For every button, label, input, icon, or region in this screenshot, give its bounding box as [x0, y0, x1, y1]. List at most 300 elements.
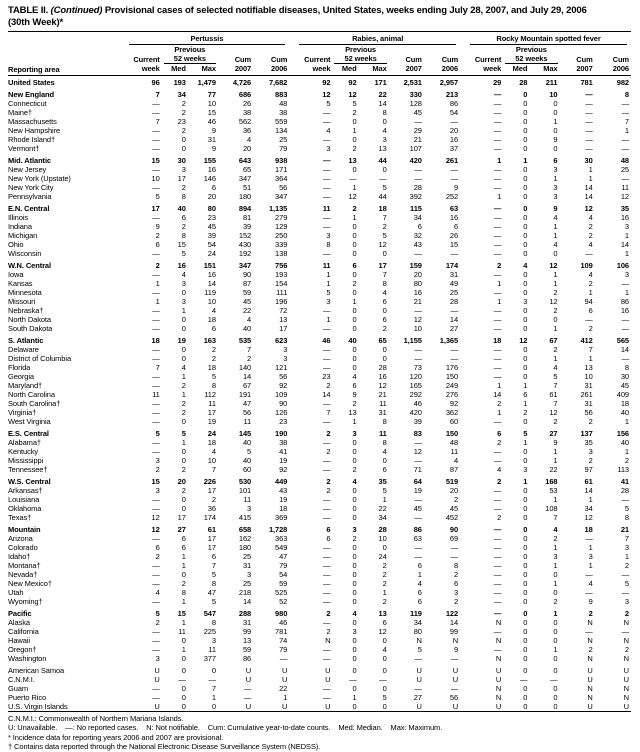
value-cell: 4: [382, 126, 387, 135]
value-cell: 0: [352, 513, 357, 522]
value-cell: 134: [275, 126, 288, 135]
value-cell: U: [281, 675, 288, 684]
value-cell: 5: [247, 447, 252, 456]
value-cell: 168: [545, 477, 558, 486]
reporting-area-cell: E.N. Central: [8, 204, 50, 213]
value-cell: 2: [553, 417, 558, 426]
table-row: [8, 570, 631, 579]
value-cell: 180: [238, 192, 252, 201]
value-cell: 2: [326, 381, 331, 390]
value-cell: 45: [413, 108, 422, 117]
value-cell: 12: [549, 297, 558, 306]
value-cell: 0: [352, 570, 357, 579]
value-cell: 23: [177, 117, 186, 126]
table-row: [8, 456, 631, 465]
value-cell: 0: [352, 354, 357, 363]
value-cell: 45: [449, 504, 459, 513]
value-cell: 156: [616, 429, 629, 438]
table-body: [8, 76, 631, 712]
value-cell: 40: [242, 456, 252, 465]
value-cell: 43: [413, 240, 422, 249]
spacer-cell: [460, 45, 503, 54]
value-cell: —: [493, 144, 502, 153]
value-cell: 0: [523, 561, 528, 570]
value-cell: 155: [203, 156, 216, 165]
value-cell: 0: [352, 135, 357, 144]
value-cell: —: [323, 456, 331, 465]
value-cell: 14: [449, 315, 459, 324]
table-row: [8, 76, 631, 88]
value-cell: 213: [445, 90, 459, 99]
table-row: [8, 408, 631, 417]
reporting-area-cell: Florida: [8, 363, 31, 372]
value-cell: 1: [417, 570, 422, 579]
value-cell: —: [493, 447, 502, 456]
value-cell: 14: [493, 390, 502, 399]
table-row: [8, 477, 631, 486]
value-cell: 92: [449, 399, 459, 408]
value-cell: —: [323, 192, 331, 201]
reporting-area-cell: Hawaii: [8, 636, 30, 645]
value-cell: —: [621, 588, 629, 597]
value-cell: 48: [449, 438, 459, 447]
value-cell: —: [152, 447, 160, 456]
value-cell: 14: [584, 183, 593, 192]
value-cell: —: [208, 675, 216, 684]
value-cell: 151: [203, 261, 216, 270]
value-cell: N: [495, 684, 502, 693]
reporting-area-cell: Nebraska†: [8, 306, 44, 315]
year-2007-header: 2007: [560, 64, 595, 76]
value-cell: N: [495, 618, 502, 627]
value-cell: —: [621, 627, 629, 636]
value-cell: 5: [155, 192, 160, 201]
value-cell: 7: [588, 345, 593, 354]
value-cell: 13: [584, 363, 593, 372]
value-cell: 48: [620, 156, 629, 165]
value-cell: U: [416, 666, 422, 675]
value-cell: 4: [453, 456, 459, 465]
value-cell: —: [493, 306, 502, 315]
table-row: [8, 165, 631, 174]
value-cell: —: [152, 408, 160, 417]
value-cell: —: [152, 183, 160, 192]
value-cell: 1: [283, 693, 288, 702]
value-cell: U: [452, 675, 459, 684]
reporting-area-cell: Virginia†: [8, 408, 37, 417]
value-cell: 2: [553, 288, 558, 297]
value-cell: 0: [523, 279, 528, 288]
value-cell: —: [493, 579, 502, 588]
value-cell: 6: [417, 222, 422, 231]
value-cell: 292: [409, 390, 422, 399]
value-cell: 44: [378, 156, 387, 165]
value-cell: 92: [279, 381, 288, 390]
value-cell: 16: [177, 261, 186, 270]
value-cell: 3: [247, 570, 252, 579]
value-cell: 13: [378, 609, 387, 618]
reporting-area-cell: Colorado: [8, 543, 38, 552]
value-cell: 22: [242, 306, 252, 315]
reporting-area-cell: Mid. Atlantic: [8, 156, 52, 165]
value-cell: 0: [181, 315, 186, 324]
value-cell: 4: [155, 588, 160, 597]
value-cell: 347: [275, 192, 288, 201]
value-cell: 2: [553, 345, 558, 354]
value-cell: 1: [211, 693, 216, 702]
value-cell: 0: [181, 417, 186, 426]
value-cell: 54: [449, 108, 459, 117]
table-row: [8, 297, 631, 306]
value-cell: 10: [413, 324, 422, 333]
value-cell: 64: [413, 477, 422, 486]
value-cell: 1: [326, 315, 331, 324]
value-cell: 0: [382, 354, 387, 363]
value-cell: 0: [181, 636, 186, 645]
value-cell: 1: [553, 561, 558, 570]
table-row: [8, 126, 631, 135]
value-cell: 8: [211, 579, 216, 588]
header-row-previous: [8, 45, 631, 54]
value-cell: 192: [238, 249, 252, 258]
value-cell: —: [414, 456, 422, 465]
value-cell: —: [493, 90, 502, 99]
value-cell: 6: [453, 579, 459, 588]
reporting-area-cell: Illinois: [8, 213, 29, 222]
value-cell: 165: [409, 381, 422, 390]
reporting-area-cell: Mountain: [8, 525, 41, 534]
value-cell: —: [493, 204, 502, 213]
value-cell: 6: [588, 306, 593, 315]
value-cell: 119: [204, 288, 216, 297]
cum-2006-header: Cum: [441, 55, 459, 64]
value-cell: 2,957: [439, 78, 459, 87]
value-cell: 7: [155, 363, 160, 372]
table-row: [8, 372, 631, 381]
value-cell: 8: [181, 588, 186, 597]
value-cell: 19: [207, 417, 216, 426]
value-cell: 1,135: [268, 204, 288, 213]
value-cell: 27: [413, 693, 422, 702]
table-row: [8, 417, 631, 426]
value-cell: 883: [275, 90, 288, 99]
value-cell: 20: [207, 192, 216, 201]
value-cell: —: [152, 345, 160, 354]
value-cell: 77: [207, 90, 216, 99]
value-cell: 21: [378, 390, 387, 399]
value-cell: 46: [413, 399, 422, 408]
value-cell: 559: [275, 117, 288, 126]
table-row: [8, 174, 631, 183]
value-cell: 1: [624, 231, 629, 240]
value-cell: 138: [275, 249, 288, 258]
value-cell: N: [587, 618, 593, 627]
table-row: [8, 90, 631, 99]
value-cell: —: [323, 645, 331, 654]
value-cell: —: [152, 627, 160, 636]
value-cell: 2: [181, 465, 186, 474]
value-cell: —: [152, 693, 160, 702]
reporting-area-cell: Alaska: [8, 618, 30, 627]
value-cell: 8: [453, 561, 459, 570]
reporting-area-header: Reporting area: [8, 45, 119, 76]
value-cell: 20: [449, 486, 459, 495]
value-cell: 2: [497, 399, 502, 408]
value-cell: 5: [382, 693, 387, 702]
value-cell: 12: [584, 513, 593, 522]
value-cell: 1,479: [197, 78, 216, 87]
value-cell: N: [623, 693, 629, 702]
value-cell: 1: [588, 561, 593, 570]
value-cell: 0: [523, 702, 528, 711]
value-cell: 65: [242, 165, 252, 174]
value-cell: —: [621, 324, 629, 333]
value-cell: 79: [279, 561, 288, 570]
value-cell: 12: [348, 192, 357, 201]
value-cell: 0: [523, 108, 528, 117]
value-cell: 3: [624, 543, 629, 552]
value-cell: 18: [207, 315, 216, 324]
value-cell: N: [623, 636, 629, 645]
value-cell: 2: [497, 477, 502, 486]
value-cell: 452: [445, 513, 459, 522]
value-cell: 0: [553, 126, 558, 135]
value-cell: 0: [352, 588, 357, 597]
value-cell: 81: [242, 213, 252, 222]
value-cell: —: [152, 570, 160, 579]
value-cell: 22: [549, 465, 558, 474]
value-cell: 101: [238, 486, 252, 495]
reporting-area-cell: Mississippi: [8, 456, 44, 465]
value-cell: 20: [242, 144, 252, 153]
value-cell: —: [414, 654, 422, 663]
value-cell: —: [450, 165, 459, 174]
value-cell: U: [416, 702, 422, 711]
value-cell: —: [243, 693, 252, 702]
value-cell: 74: [279, 636, 288, 645]
value-cell: 1: [588, 165, 593, 174]
value-cell: 12: [549, 408, 558, 417]
value-cell: 3: [523, 297, 528, 306]
value-cell: —: [152, 417, 160, 426]
value-cell: 36: [207, 504, 216, 513]
value-cell: 45: [413, 504, 422, 513]
value-cell: 0: [352, 117, 357, 126]
value-cell: 11: [208, 399, 216, 408]
table-row: [8, 117, 631, 126]
value-cell: —: [323, 654, 331, 663]
value-cell: 1: [382, 495, 387, 504]
table-row: [8, 108, 631, 117]
value-cell: 7: [247, 345, 252, 354]
reporting-area-cell: Washington: [8, 654, 47, 663]
value-cell: 0: [352, 597, 357, 606]
footnote-cnmi: C.N.M.I.: Commonwealth of Northern Mariana Islands.: [8, 714, 184, 723]
value-cell: 11: [379, 399, 387, 408]
value-cell: —: [152, 534, 160, 543]
value-cell: 3: [624, 270, 629, 279]
value-cell: 6: [523, 390, 528, 399]
value-cell: 211: [545, 78, 558, 87]
value-cell: 19: [413, 486, 422, 495]
value-cell: 17: [151, 204, 160, 213]
value-cell: 12: [620, 192, 629, 201]
table-header: [8, 32, 631, 76]
value-cell: U: [587, 675, 593, 684]
value-cell: 0: [553, 693, 558, 702]
reporting-area-cell: Kansas: [8, 279, 33, 288]
value-cell: —: [493, 183, 502, 192]
value-cell: 0: [352, 666, 357, 675]
spacer-cell: [289, 45, 332, 54]
value-cell: 1: [553, 495, 558, 504]
value-cell: —: [323, 570, 331, 579]
value-cell: 0: [523, 504, 528, 513]
value-cell: 12: [549, 261, 558, 270]
reporting-area-cell: West Virginia: [8, 417, 51, 426]
value-cell: 1: [181, 372, 186, 381]
value-cell: 28: [449, 297, 459, 306]
value-cell: U: [325, 702, 331, 711]
value-cell: 2: [181, 108, 186, 117]
spacer-cell: [424, 45, 460, 54]
value-cell: 54: [207, 240, 216, 249]
table-row: [8, 525, 631, 534]
value-cell: 0: [523, 288, 528, 297]
value-cell: 2: [553, 534, 558, 543]
reporting-area-cell: Iowa: [8, 270, 24, 279]
value-cell: 25: [449, 288, 459, 297]
value-cell: 1: [588, 543, 593, 552]
value-cell: 0: [553, 588, 558, 597]
value-cell: —: [152, 495, 160, 504]
value-cell: 61: [584, 477, 593, 486]
value-cell: 22: [378, 504, 387, 513]
value-cell: U: [452, 666, 459, 675]
value-cell: 16: [378, 372, 387, 381]
value-cell: 0: [352, 345, 357, 354]
value-cell: 3: [181, 297, 186, 306]
value-cell: 162: [238, 534, 252, 543]
value-cell: 6: [181, 213, 186, 222]
reporting-area-cell: Wyoming†: [8, 597, 43, 606]
reporting-area-cell: Tennessee†: [8, 465, 48, 474]
value-cell: —: [493, 240, 502, 249]
value-cell: —: [585, 534, 593, 543]
value-cell: —: [621, 135, 629, 144]
value-cell: 47: [279, 552, 288, 561]
footnote-dagger: † Contains data reported through the National Electronic Disease Surveillance System (NEDSS).: [8, 742, 321, 752]
previous-label: Previous: [174, 45, 206, 54]
value-cell: 5: [326, 288, 331, 297]
reporting-area-cell: South Carolina†: [8, 399, 61, 408]
reporting-area-cell: New Mexico†: [8, 579, 52, 588]
value-cell: 1: [588, 354, 593, 363]
value-cell: —: [323, 438, 331, 447]
value-cell: 3: [247, 504, 252, 513]
value-cell: 159: [409, 261, 422, 270]
value-cell: 2: [453, 570, 459, 579]
reporting-area-cell: Rhode Island†: [8, 135, 56, 144]
value-cell: —: [152, 165, 160, 174]
value-cell: —: [323, 324, 331, 333]
value-cell: —: [493, 543, 502, 552]
value-cell: 8: [382, 279, 387, 288]
value-cell: —: [323, 399, 331, 408]
value-cell: 0: [523, 372, 528, 381]
value-cell: 4: [553, 213, 558, 222]
value-cell: 535: [238, 336, 252, 345]
value-cell: 1: [181, 390, 186, 399]
value-cell: —: [323, 183, 331, 192]
value-cell: 9: [211, 144, 216, 153]
table-row: [8, 213, 631, 222]
value-cell: 9: [155, 222, 160, 231]
value-cell: 0: [553, 684, 558, 693]
table-row: [8, 438, 631, 447]
value-cell: 1: [588, 174, 593, 183]
value-cell: 26: [242, 99, 252, 108]
value-cell: 24: [207, 429, 216, 438]
table-row: [8, 702, 631, 712]
value-cell: 45: [207, 222, 216, 231]
value-cell: 0: [352, 579, 357, 588]
reporting-area-cell: New York (Upstate): [8, 174, 71, 183]
value-cell: 14: [620, 345, 629, 354]
value-cell: 73: [413, 363, 422, 372]
reporting-area-cell: New Hampshire: [8, 126, 61, 135]
value-cell: —: [493, 135, 502, 144]
value-cell: 0: [352, 231, 357, 240]
value-cell: 8: [211, 618, 216, 627]
value-cell: 0: [523, 240, 528, 249]
value-cell: —: [323, 417, 331, 426]
value-cell: 0: [181, 693, 186, 702]
value-cell: 288: [238, 609, 252, 618]
value-cell: 11: [378, 429, 387, 438]
value-cell: 0: [352, 249, 357, 258]
value-cell: —: [323, 465, 331, 474]
value-cell: —: [621, 108, 629, 117]
table-row: [8, 429, 631, 438]
current-week-header: week: [119, 64, 162, 76]
value-cell: 21: [413, 135, 422, 144]
cum-2006-header: Cum: [612, 55, 629, 64]
value-cell: 0: [181, 570, 186, 579]
table-row: [8, 156, 631, 165]
value-cell: 6: [382, 465, 387, 474]
value-cell: —: [450, 174, 459, 183]
value-cell: —: [323, 495, 331, 504]
value-cell: 7: [382, 213, 387, 222]
value-cell: 2: [211, 495, 216, 504]
value-cell: —: [323, 618, 331, 627]
value-cell: 108: [545, 504, 558, 513]
value-cell: —: [152, 126, 160, 135]
value-cell: U: [587, 666, 593, 675]
value-cell: —: [323, 165, 331, 174]
value-cell: 2: [181, 222, 186, 231]
value-cell: 2: [624, 456, 629, 465]
value-cell: 6: [181, 534, 186, 543]
value-cell: 12: [413, 447, 422, 456]
value-cell: —: [152, 561, 160, 570]
value-cell: —: [621, 144, 629, 153]
year-2006-header: 2006: [253, 64, 289, 76]
value-cell: 2: [326, 477, 331, 486]
value-cell: 7: [326, 408, 331, 417]
value-cell: U: [623, 702, 629, 711]
